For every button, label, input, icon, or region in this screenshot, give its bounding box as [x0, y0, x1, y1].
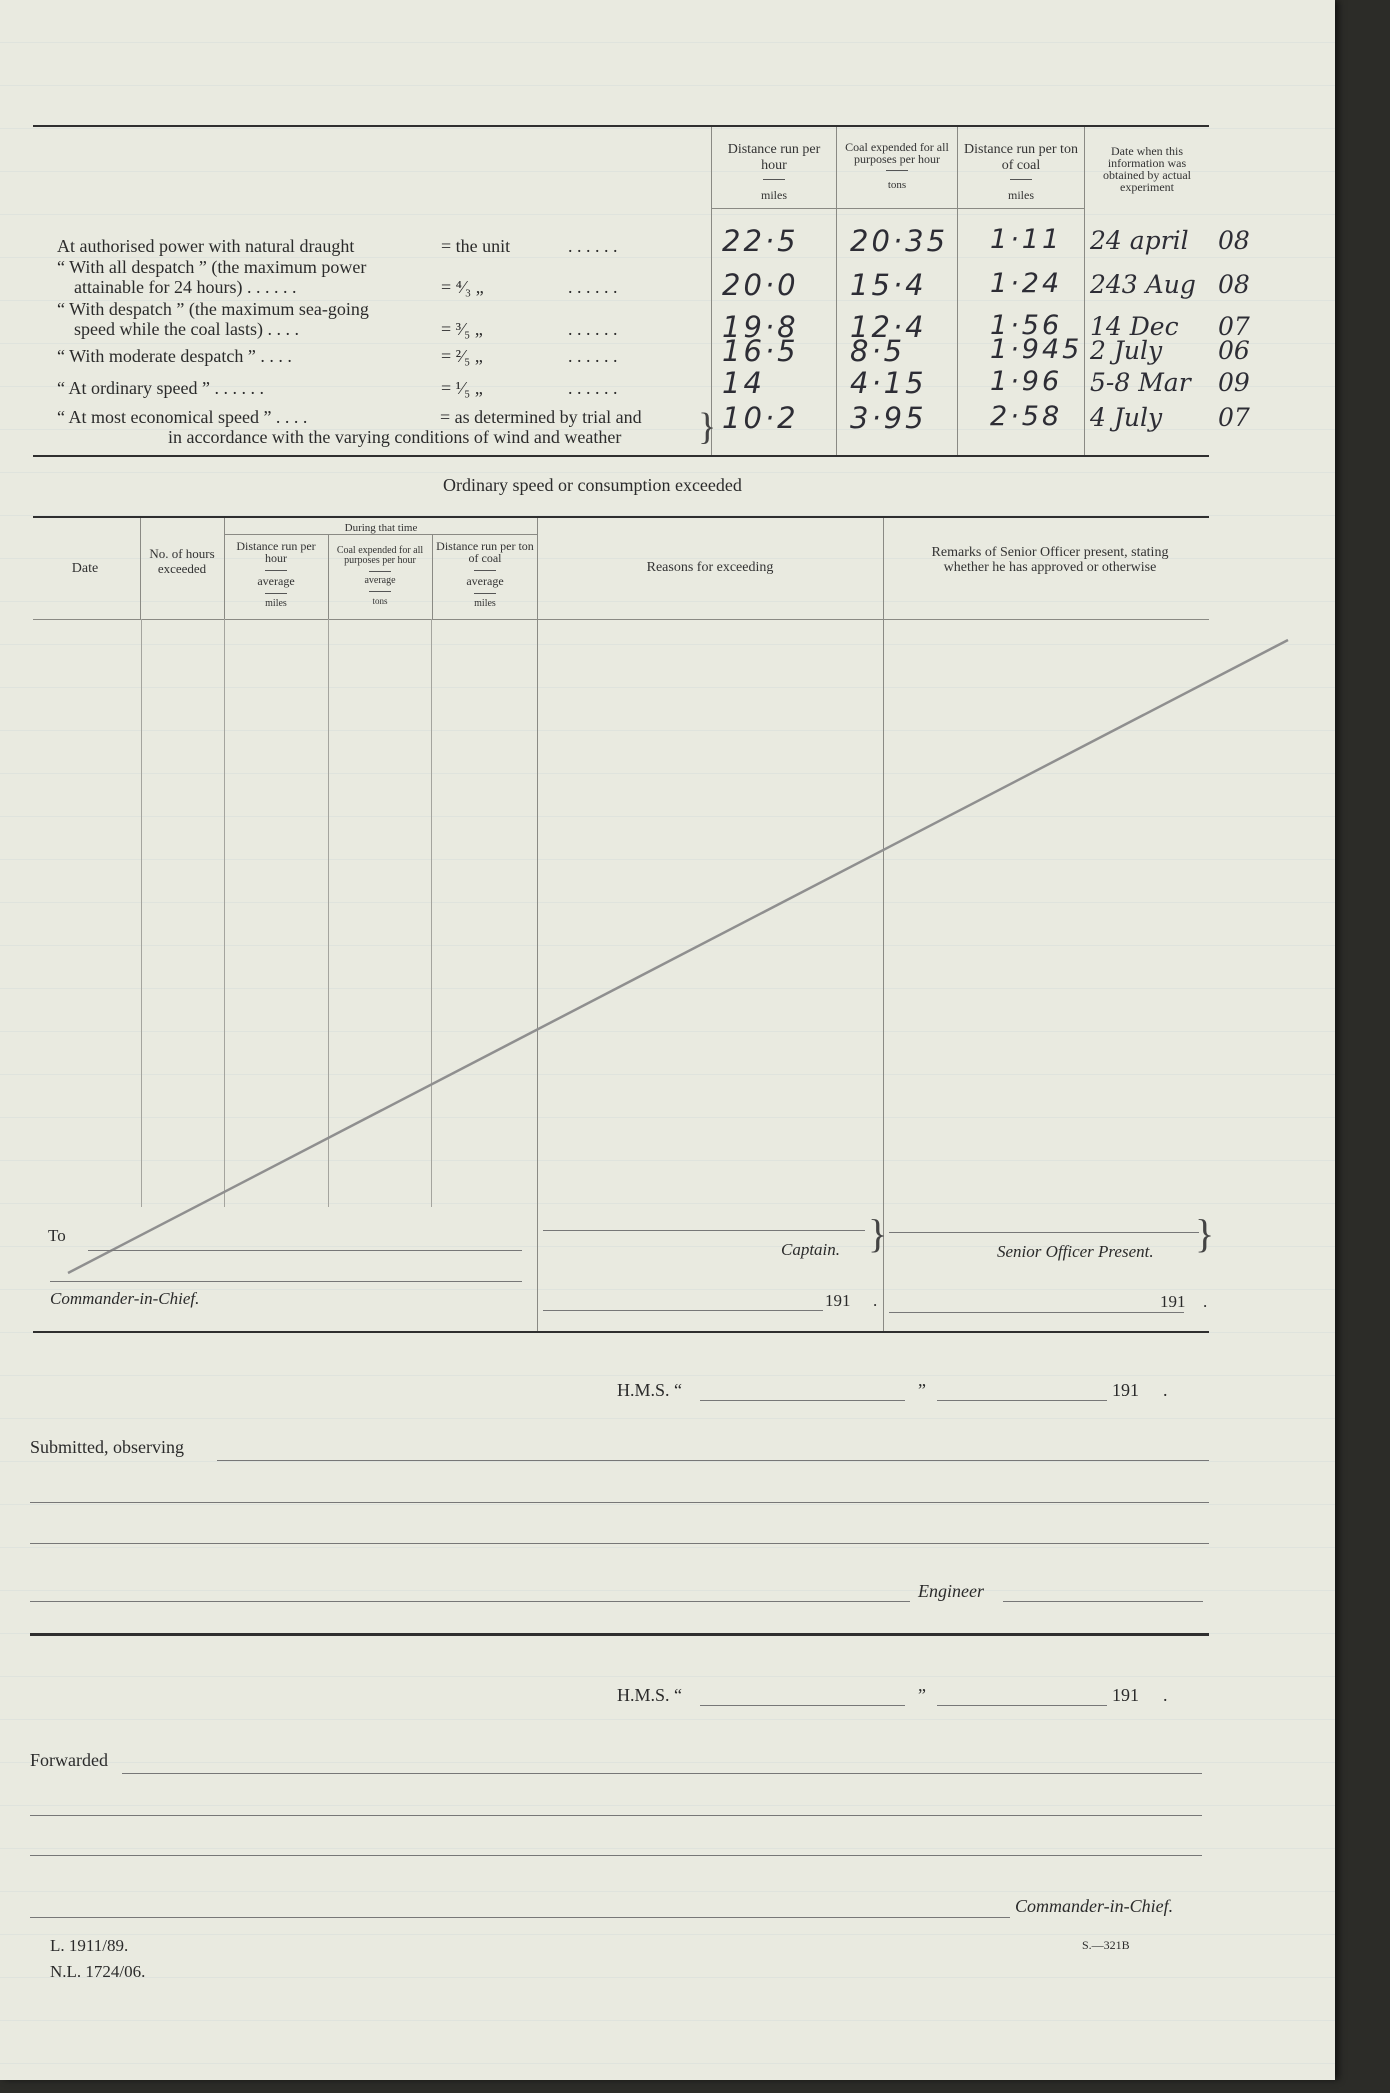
row-label-1: “ At most economical speed ” . . . . [57, 407, 308, 427]
row-coal-per-hour: 15·4 [850, 268, 927, 302]
submitted-line-4[interactable] [30, 1601, 910, 1602]
row-dots: . . . . . . [568, 277, 618, 297]
col-coal-header: Coal expended for all purposes per hour tons [845, 140, 949, 191]
row-label-2: in accordance with the varying conditions of wind and weather [168, 427, 622, 447]
t2-dist-hour-header: Distance run per hour average miles [236, 539, 316, 609]
year-dot-2: . [1203, 1292, 1208, 1311]
year-dot: . [873, 1291, 878, 1310]
row-distance-per-ton: 2·58 [990, 401, 1063, 432]
t2-dist-ton-header: Distance run per ton of coal average miles [436, 539, 534, 609]
to-label: To [48, 1226, 66, 1245]
row-date: 2 July [1090, 336, 1163, 365]
row-distance-per-hour: 20·0 [722, 268, 799, 302]
row-label-1: “ With all despatch ” (the maximum power [57, 257, 367, 277]
row-coal-per-hour: 20·35 [850, 224, 949, 258]
t2-hours-header: No. of hours exceeded [149, 546, 215, 576]
row-ratio: = as determined by trial and [440, 407, 642, 427]
captain-brace: } [868, 1211, 888, 1256]
row-date: 14 Dec [1090, 312, 1179, 341]
row-ratio: = ³⁄₅ „ [441, 319, 483, 339]
col-distance-hour-header: Distance run per hour miles [727, 142, 821, 202]
footer-ref-2: N.L. 1724/06. [50, 1962, 146, 1981]
submitted-line-2[interactable] [30, 1502, 1209, 1503]
row-label-1: “ With despatch ” (the maximum sea-going [57, 299, 369, 319]
row-date: 243 Aug [1090, 270, 1196, 299]
submit-quote: ” [918, 1380, 926, 1400]
forwarded-line-3[interactable] [30, 1855, 1202, 1856]
row-coal-per-hour: 12·4 [850, 310, 927, 344]
submit-bottom-rule [30, 1633, 1209, 1636]
engineer-label: Engineer [918, 1581, 984, 1601]
submitted-label: Submitted, observing [30, 1437, 184, 1457]
row-dots: . . . . . . [568, 236, 618, 256]
row-dots: . . . . . . [568, 346, 618, 366]
row-label-1: “ At ordinary speed ” . . . . . . [57, 378, 264, 398]
row-distance-per-hour: 19·8 [722, 310, 799, 344]
submit-year: 191 [1112, 1380, 1139, 1400]
row-distance-per-ton: 1·11 [990, 224, 1063, 255]
forwarded-label: Forwarded [30, 1750, 108, 1770]
forward-cinc-label: Commander-in-Chief. [1015, 1896, 1174, 1916]
row-distance-per-ton: 1·56 [990, 310, 1063, 341]
t2-during-header: During that time [344, 522, 418, 534]
captain-label: Captain. [781, 1240, 841, 1259]
forward-hms: H.M.S. “ [617, 1685, 683, 1705]
row-label-1: “ With moderate despatch ” . . . . [57, 346, 292, 366]
forward-quote: ” [918, 1685, 926, 1705]
senior-brace: } [1195, 1211, 1215, 1256]
row-ratio: = ⁴⁄₃ „ [441, 277, 484, 297]
row-coal-per-hour: 3·95 [850, 401, 927, 435]
row-year: 08 [1218, 226, 1250, 255]
captain-year: 191 [825, 1291, 851, 1310]
submit-dot: . [1163, 1380, 1168, 1400]
row-brace: } [698, 406, 717, 448]
row-dots: . . . . . . [568, 378, 618, 398]
row-label-2: attainable for 24 hours) . . . . . . [74, 277, 297, 297]
t2-date-header: Date [71, 561, 99, 576]
table2-bottom-rule [33, 1331, 1209, 1333]
t2-remarks-header: Remarks of Senior Officer present, stating whether he has approved or otherwise [931, 545, 1169, 575]
submit-hms: H.M.S. “ [617, 1380, 683, 1400]
row-year: 07 [1218, 312, 1250, 341]
row-distance-per-ton: 1·96 [990, 366, 1063, 397]
row-coal-per-hour: 8·5 [850, 334, 906, 368]
row-coal-per-hour: 4·15 [850, 366, 927, 400]
row-ratio: = ¹⁄₅ „ [441, 378, 483, 398]
forwarded-line-4[interactable] [30, 1917, 1010, 1918]
row-date: 4 July [1090, 403, 1163, 432]
row-label-1: At authorised power with natural draught [57, 236, 355, 256]
row-label-2: speed while the coal lasts) . . . . [74, 319, 299, 339]
row-distance-per-hour: 14 [722, 366, 765, 400]
forwarded-line-2[interactable] [30, 1815, 1202, 1816]
row-ratio: = ²⁄₅ „ [441, 346, 483, 366]
row-date: 24 april [1090, 226, 1189, 255]
section-title: Ordinary speed or consumption exceeded [443, 475, 742, 495]
forward-dot: . [1163, 1685, 1168, 1705]
commander-in-chief-label: Commander-in-Chief. [50, 1289, 200, 1308]
footer-form-number: S.—321B [1082, 1938, 1130, 1952]
row-ratio: = the unit [441, 236, 511, 256]
row-year: 07 [1218, 403, 1250, 432]
t2-coal-header: Coal expended for all purposes per hour average tons [336, 545, 424, 606]
footer-ref-1: L. 1911/89. [50, 1936, 129, 1955]
row-distance-per-ton: 1·945 [990, 334, 1083, 365]
col-distance-ton-header: Distance run per ton of coal miles [964, 142, 1078, 202]
senior-officer-label: Senior Officer Present. [997, 1242, 1154, 1261]
submitted-line-3[interactable] [30, 1543, 1209, 1544]
row-year: 09 [1218, 368, 1250, 397]
senior-year: 191 [1160, 1292, 1186, 1311]
row-year: 06 [1218, 336, 1250, 365]
submitted-line-1[interactable] [217, 1460, 1209, 1461]
row-distance-per-ton: 1·24 [990, 268, 1063, 299]
forward-year: 191 [1112, 1685, 1139, 1705]
row-date: 5-8 Mar [1090, 368, 1191, 397]
t2-reasons-header: Reasons for exceeding [646, 560, 774, 575]
row-distance-per-hour: 16·5 [722, 334, 799, 368]
forwarded-line-1[interactable] [122, 1773, 1202, 1774]
row-year: 08 [1218, 270, 1250, 299]
col-date-header: Date when this information was obtained by actual experiment [1103, 144, 1191, 194]
row-distance-per-hour: 10·2 [722, 401, 799, 435]
row-dots: . . . . . . [568, 319, 618, 339]
row-distance-per-hour: 22·5 [722, 224, 799, 258]
